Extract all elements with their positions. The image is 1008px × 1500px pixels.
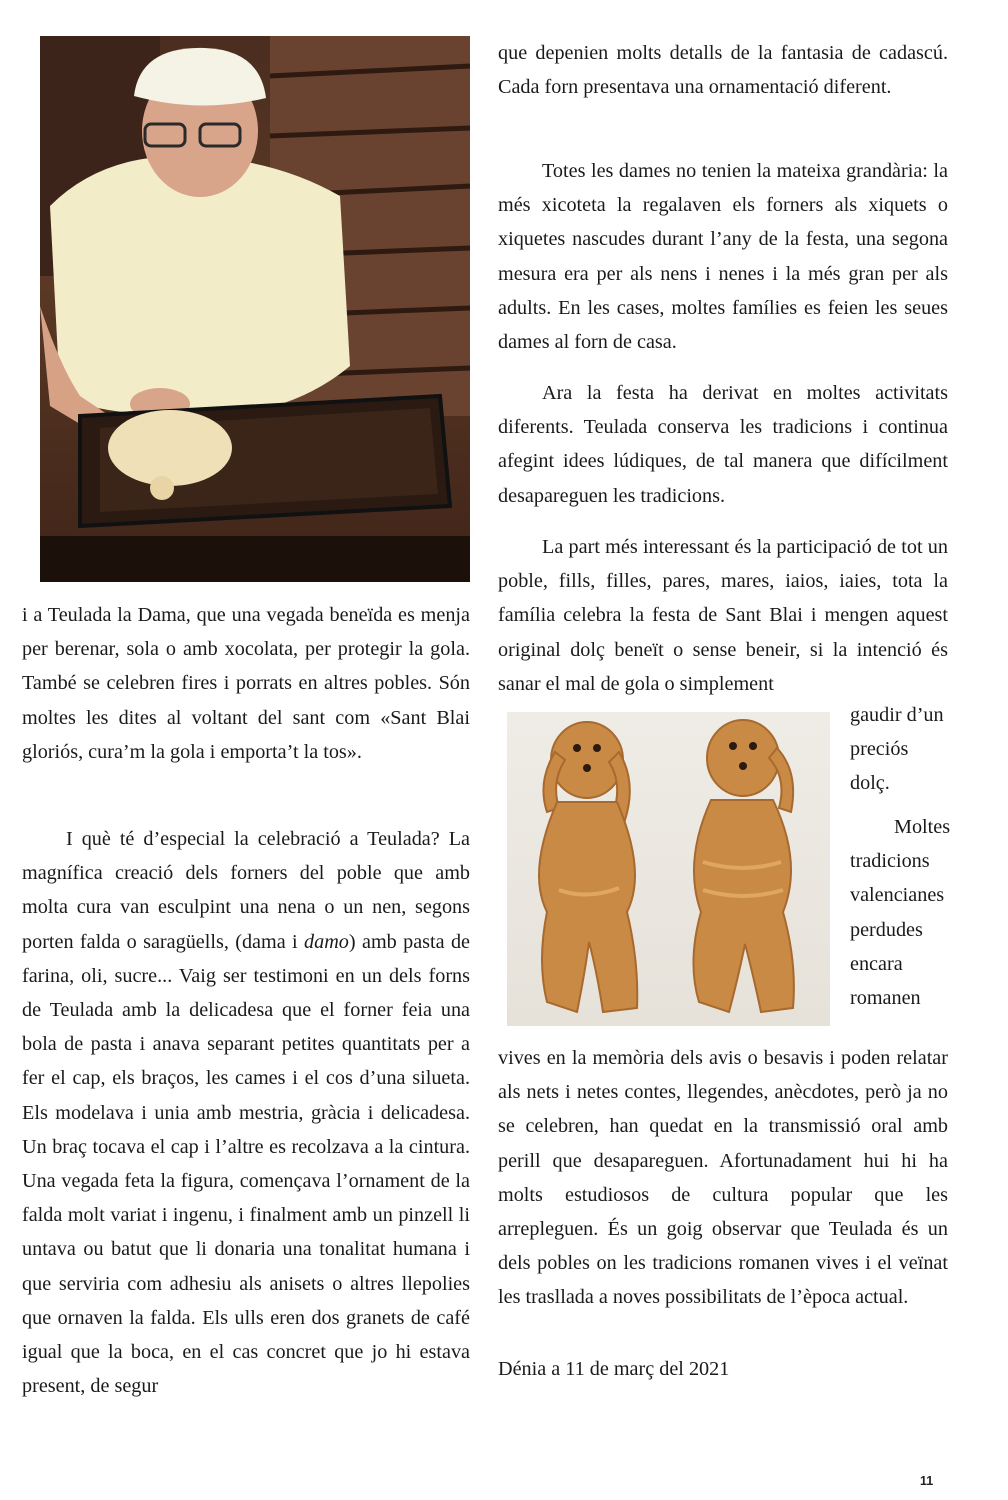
right-paragraph-5: vives en la memòria dels avis o besavis i poden relatar als nets i netes contes, llegendes, anècdotes, però ja no se celebren, han quedat en la transmissió oral amb perill que desapareguen. Afortunadament hui hi ha molts estudiosos de cultura popular que les arrepleguen. És un goig observar que Teulada és un dels pobles on les tradicions romanen vives i el veïnat les trasllada a noves possibilitats de l’època actual. bbox=[498, 1047, 948, 1309]
right-wrap-text-2: Moltes tradicions valencianes perdudes encara romanen bbox=[850, 816, 951, 1010]
baker-photo bbox=[40, 36, 470, 582]
dames-pastries-photo bbox=[507, 712, 830, 1026]
signature-line: Dénia a 11 de març del 2021 bbox=[498, 1358, 730, 1380]
right-paragraph-3: Ara la festa ha derivat en moltes activitats diferents. Teulada conserva les tradicions i continua afegint idees lúdiques, de tal manera que difícilment desapareguen les tradicions. bbox=[498, 382, 948, 507]
left-paragraph-2 bbox=[22, 822, 470, 1403]
dames-pastries-illustration bbox=[507, 712, 830, 1026]
right-paragraph-4: La part més interessant és la participació de tot un poble, fills, filles, pares, mares, iaios, iaies, tota la família celebra la festa de Sant Blai i mengen aquest original dolç beneït o sense beneir, si la intenció és sanar el mal de gola o simplement bbox=[498, 536, 948, 695]
right-wrap-text-1: gaudir d’un preciós dolç. bbox=[850, 704, 944, 795]
right-paragraph-2: Totes les dames no tenien la mateixa grandària: la més xicoteta la regalaven els forners als xiquets o xiquetes nascudes durant l’any de la festa, una segona mesura era per als nens i nenes i la més gran per als adults. En les cases, moltes famílies es feien les seues dames al forn de casa. bbox=[498, 160, 948, 354]
left-paragraph-1: i a Teulada la Dama, que una vegada beneïda es menja per berenar, sola o amb xocolata, per protegir la gola. També se celebren fires i porrats en altres pobles. Són moltes les dites al voltant del sant com «Sant Blai gloriós, cura’m la gola i emporta’t la tos». bbox=[22, 604, 470, 763]
left-paragraph-2-emphasis: damo bbox=[304, 930, 349, 953]
page-number: 11 bbox=[920, 1474, 934, 1488]
left-paragraph-2-end: ) amb pasta de farina, oli, sucre... Vaig ser testimoni en un dels forns de Teulada amb la delicadesa que el forner feia una bola de pasta i anava separant petites quantitats per a fer el cap, els braços, les cames i el cos d’una silueta. Els modelava i unia amb mestria, gràcia i delicadesa. Un braç tocava el cap i l’altre es recolzava a la cintura. Una vegada feta la figura, començava l’ornament de la falda molt variat i ingenu, i finalment amb un pinzell li untava ou batut que li donaria una tonalitat humana i que serviria com adhesiu als anisets o altres llepolies que ornaven la falda. Els ulls eren dos granets de café igual que la boca, en el cas concret que jo hi estava present, de segur bbox=[22, 930, 470, 1398]
right-paragraph-1: que depenien molts detalls de la fantasia de cadascú. Cada forn presentava una ornamentació diferent. bbox=[498, 42, 948, 99]
left-paragraph-2-start: I què té d’especial la celebració a Teulada? La magnífica creació dels forners del poble que amb molta cura van esculpint una nena o un nen, segons porten falda o saragüells, (dama i bbox=[22, 828, 470, 953]
baker-photo-illustration bbox=[40, 36, 470, 582]
